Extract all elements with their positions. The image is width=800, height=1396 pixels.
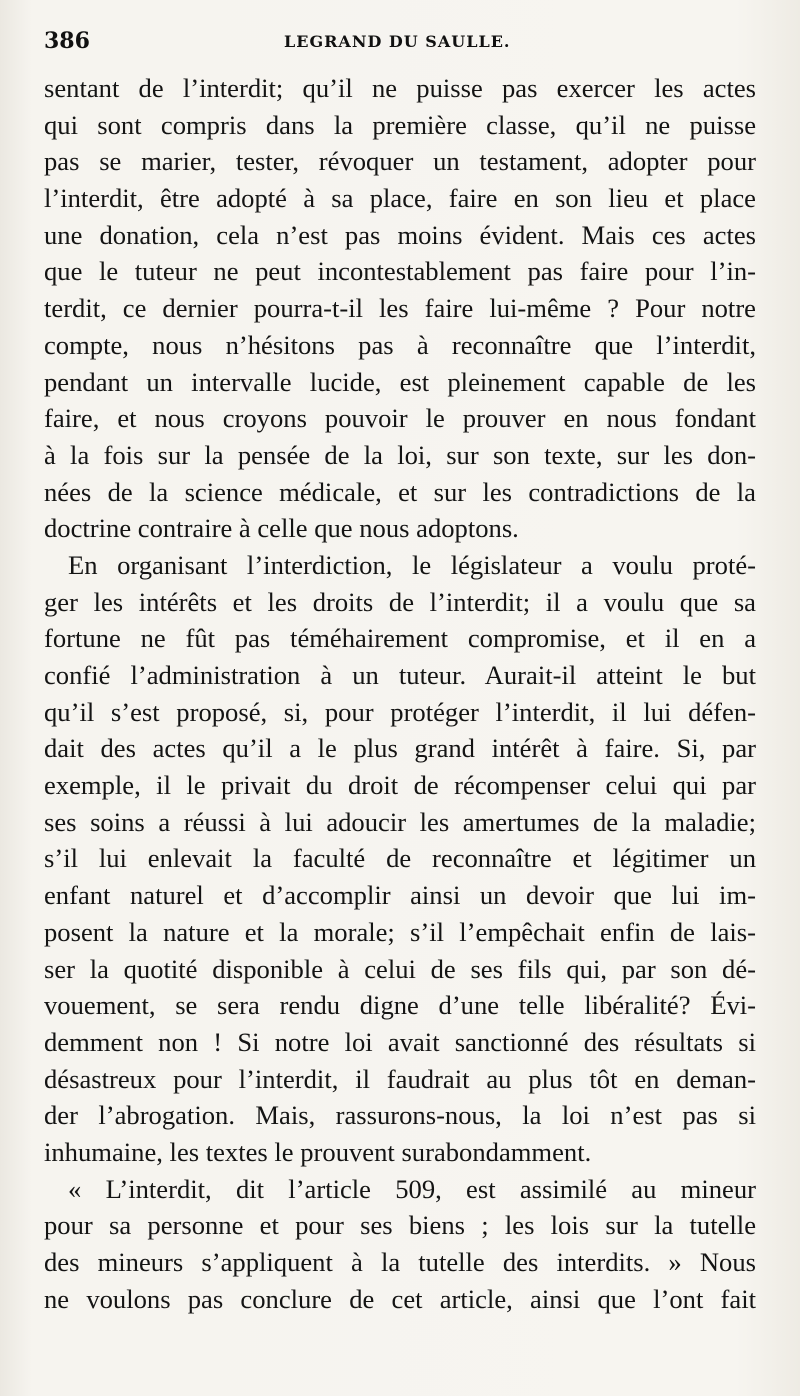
text-line: désastreux pour l’interdit, il faudrait au plus tôt en deman- xyxy=(44,1063,756,1094)
text-line: posent la nature et la morale; s’il l’empêchait enfin de lais- xyxy=(44,916,756,947)
text-line: pas se marier, tester, révoquer un testament, adopter pour xyxy=(44,146,756,177)
text-line: sentant de l’interdit; qu’il ne puisse pas exercer les actes xyxy=(44,73,756,103)
body-text xyxy=(44,70,756,1317)
page-header xyxy=(44,28,760,58)
page-number: 386 xyxy=(44,28,90,54)
text-line: vouement, se sera rendu digne d’une telle libéralité? Évi- xyxy=(44,990,756,1021)
text-line: terdit, ce dernier pourra-t-il les faire lui-même ? Pour notre xyxy=(44,293,756,324)
text-line: nées de la science médicale, et sur les contradictions de la xyxy=(44,476,756,507)
text-line: qu’il s’est proposé, si, pour protéger l’interdit, il lui défen- xyxy=(44,696,756,727)
text-line: der l’abrogation. Mais, rassurons-nous, la loi n’est pas si xyxy=(44,1100,756,1131)
text-line: ne voulons pas conclure de cet article, ainsi que l’ont fait xyxy=(44,1283,756,1314)
text-line: s’il lui enlevait la faculté de reconnaître et légitimer un xyxy=(44,843,756,874)
text-line: enfant naturel et d’accomplir ainsi un devoir que lui im- xyxy=(44,880,756,911)
text-line: à la fois sur la pensée de la loi, sur son texte, sur les don- xyxy=(44,439,756,470)
text-line: ger les intérêts et les droits de l’interdit; il a voulu que sa xyxy=(44,586,756,617)
text-line: compte, nous n’hésitons pas à reconnaître que l’interdit, xyxy=(44,329,756,360)
text-line: pendant un intervalle lucide, est pleinement capable de les xyxy=(44,366,756,397)
text-line: des mineurs s’appliquent à la tutelle des interdits. » Nous xyxy=(44,1247,756,1277)
text-line: « L’interdit, dit l’article 509, est assimilé au mineur xyxy=(68,1173,756,1204)
running-head: LEGRAND DU SAULLE. xyxy=(284,32,511,51)
text-line: demment non ! Si notre loi avait sanctionné des résultats si xyxy=(44,1026,756,1057)
text-line: ser la quotité disponible à celui de ses fils qui, par son dé- xyxy=(44,953,756,984)
text-line: l’interdit, être adopté à sa place, faire en son lieu et place xyxy=(44,183,756,214)
text-line: doctrine contraire à celle que nous adoptons. xyxy=(44,513,519,544)
text-line: que le tuteur ne peut incontestablement pas faire pour l’in- xyxy=(44,256,756,287)
text-line: pour sa personne et pour ses biens ; les lois sur la tutelle xyxy=(44,1210,756,1241)
text-line: une donation, cela n’est pas moins évident. Mais ces actes xyxy=(44,219,756,250)
text-line: inhumaine, les textes le prouvent surabondamment. xyxy=(44,1136,592,1167)
text-line: dait des actes qu’il a le plus grand intérêt à faire. Si, par xyxy=(44,733,756,764)
text-line: En organisant l’interdiction, le législateur a voulu proté- xyxy=(68,549,756,580)
text-line: exemple, il le privait du droit de récompenser celui qui par xyxy=(44,770,756,801)
text-line: faire, et nous croyons pouvoir le prouver en nous fondant xyxy=(44,403,756,434)
text-line: fortune ne fût pas téméhairement compromise, et il en a xyxy=(44,623,756,654)
text-line: ses soins a réussi à lui adoucir les amertumes de la maladie; xyxy=(44,806,756,837)
text-line: confié l’administration à un tuteur. Aurait-il atteint le but xyxy=(44,660,756,690)
text-line: qui sont compris dans la première classe, qu’il ne puisse xyxy=(44,109,756,140)
